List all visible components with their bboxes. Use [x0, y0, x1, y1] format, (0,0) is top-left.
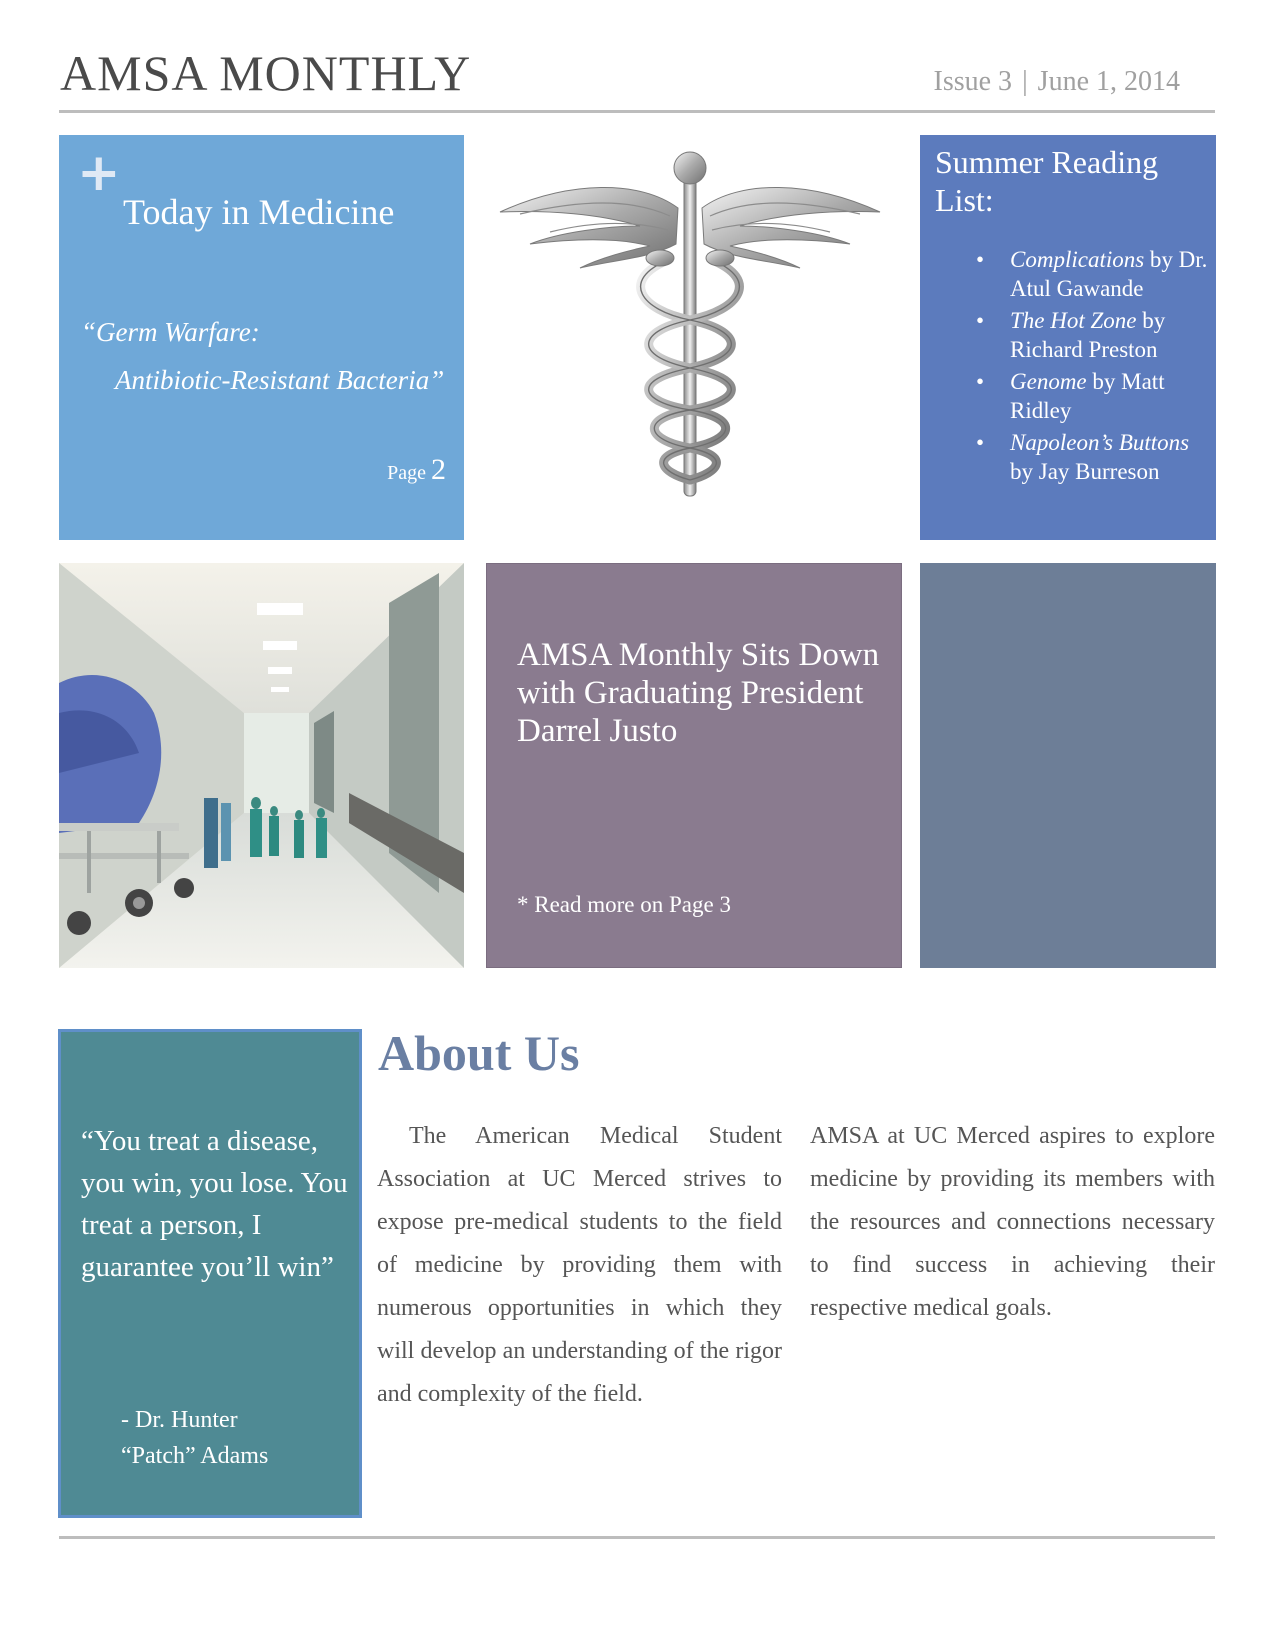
- page-number: 2: [431, 453, 446, 486]
- read-more-note: * Read more on Page 3: [517, 892, 731, 917]
- issue-info: [934, 66, 1180, 98]
- quote-author-line2: “Patch” Adams: [121, 1443, 269, 1469]
- interview-headline: AMSA Monthly Sits Down with Graduating President Darrel Justo: [517, 637, 880, 749]
- list-item: [1010, 245, 1216, 303]
- book-title: Genome: [1010, 369, 1087, 394]
- issue-number: Issue 3: [933, 66, 1013, 97]
- plus-icon: +: [77, 143, 121, 203]
- quote-author: [121, 1402, 268, 1474]
- list-item: [1010, 428, 1216, 486]
- interview-feature-panel: [486, 563, 902, 968]
- footer-divider: [59, 1536, 1215, 1539]
- quote-panel: [58, 1029, 362, 1518]
- page-reference: [387, 453, 446, 487]
- page-label: Page: [387, 462, 426, 484]
- today-in-medicine-panel: [59, 135, 464, 540]
- today-title: Today in Medicine: [123, 192, 395, 232]
- summer-reading-panel: [920, 135, 1216, 540]
- reading-list: [968, 245, 1216, 489]
- book-author: by Matt Ridley: [1010, 369, 1165, 423]
- blank-color-panel: [920, 563, 1216, 968]
- quote-text: “You treat a disease, you win, you lose. You treat a person, I guarantee you’ll win”: [81, 1125, 348, 1283]
- about-column-2: AMSA at UC Merced aspires to explore medicine by providing its members with the resources and connections necessary to find success in achieving their respective medical goals.: [810, 1123, 1215, 1321]
- about-us-heading: About Us: [378, 1025, 580, 1081]
- caduceus-icon: [490, 140, 890, 530]
- issue-separator: |: [1022, 66, 1028, 97]
- book-author: by Richard Preston: [1010, 308, 1166, 362]
- hospital-hallway-photo: [59, 563, 464, 968]
- book-author: by Dr. Atul Gawande: [1010, 247, 1208, 301]
- about-column-1: The American Medical Student Association at UC Merced strives to expose pre-medical students to the field of medicine by providing them with numerous opportunities in which they will develop an understanding of the rigor and complexity of the field.: [377, 1123, 782, 1407]
- quote-author-line1: - Dr. Hunter: [121, 1407, 238, 1433]
- article-title-line2: Antibiotic-Resistant Bacteria”: [115, 365, 445, 395]
- header-divider: [59, 110, 1215, 113]
- book-title: Napoleon’s Buttons: [1010, 430, 1190, 455]
- book-title: Complications: [1010, 247, 1145, 272]
- masthead-title: AMSA MONTHLY: [60, 45, 472, 101]
- book-author: by Jay Burreson: [1010, 459, 1160, 484]
- list-item: [1010, 306, 1216, 364]
- book-title: The Hot Zone: [1010, 308, 1137, 333]
- list-item: [1010, 367, 1216, 425]
- issue-date: June 1, 2014: [1037, 66, 1180, 97]
- article-title-line1: “Germ Warfare:: [81, 317, 260, 347]
- reading-list-title: Summer Reading List:: [935, 144, 1159, 218]
